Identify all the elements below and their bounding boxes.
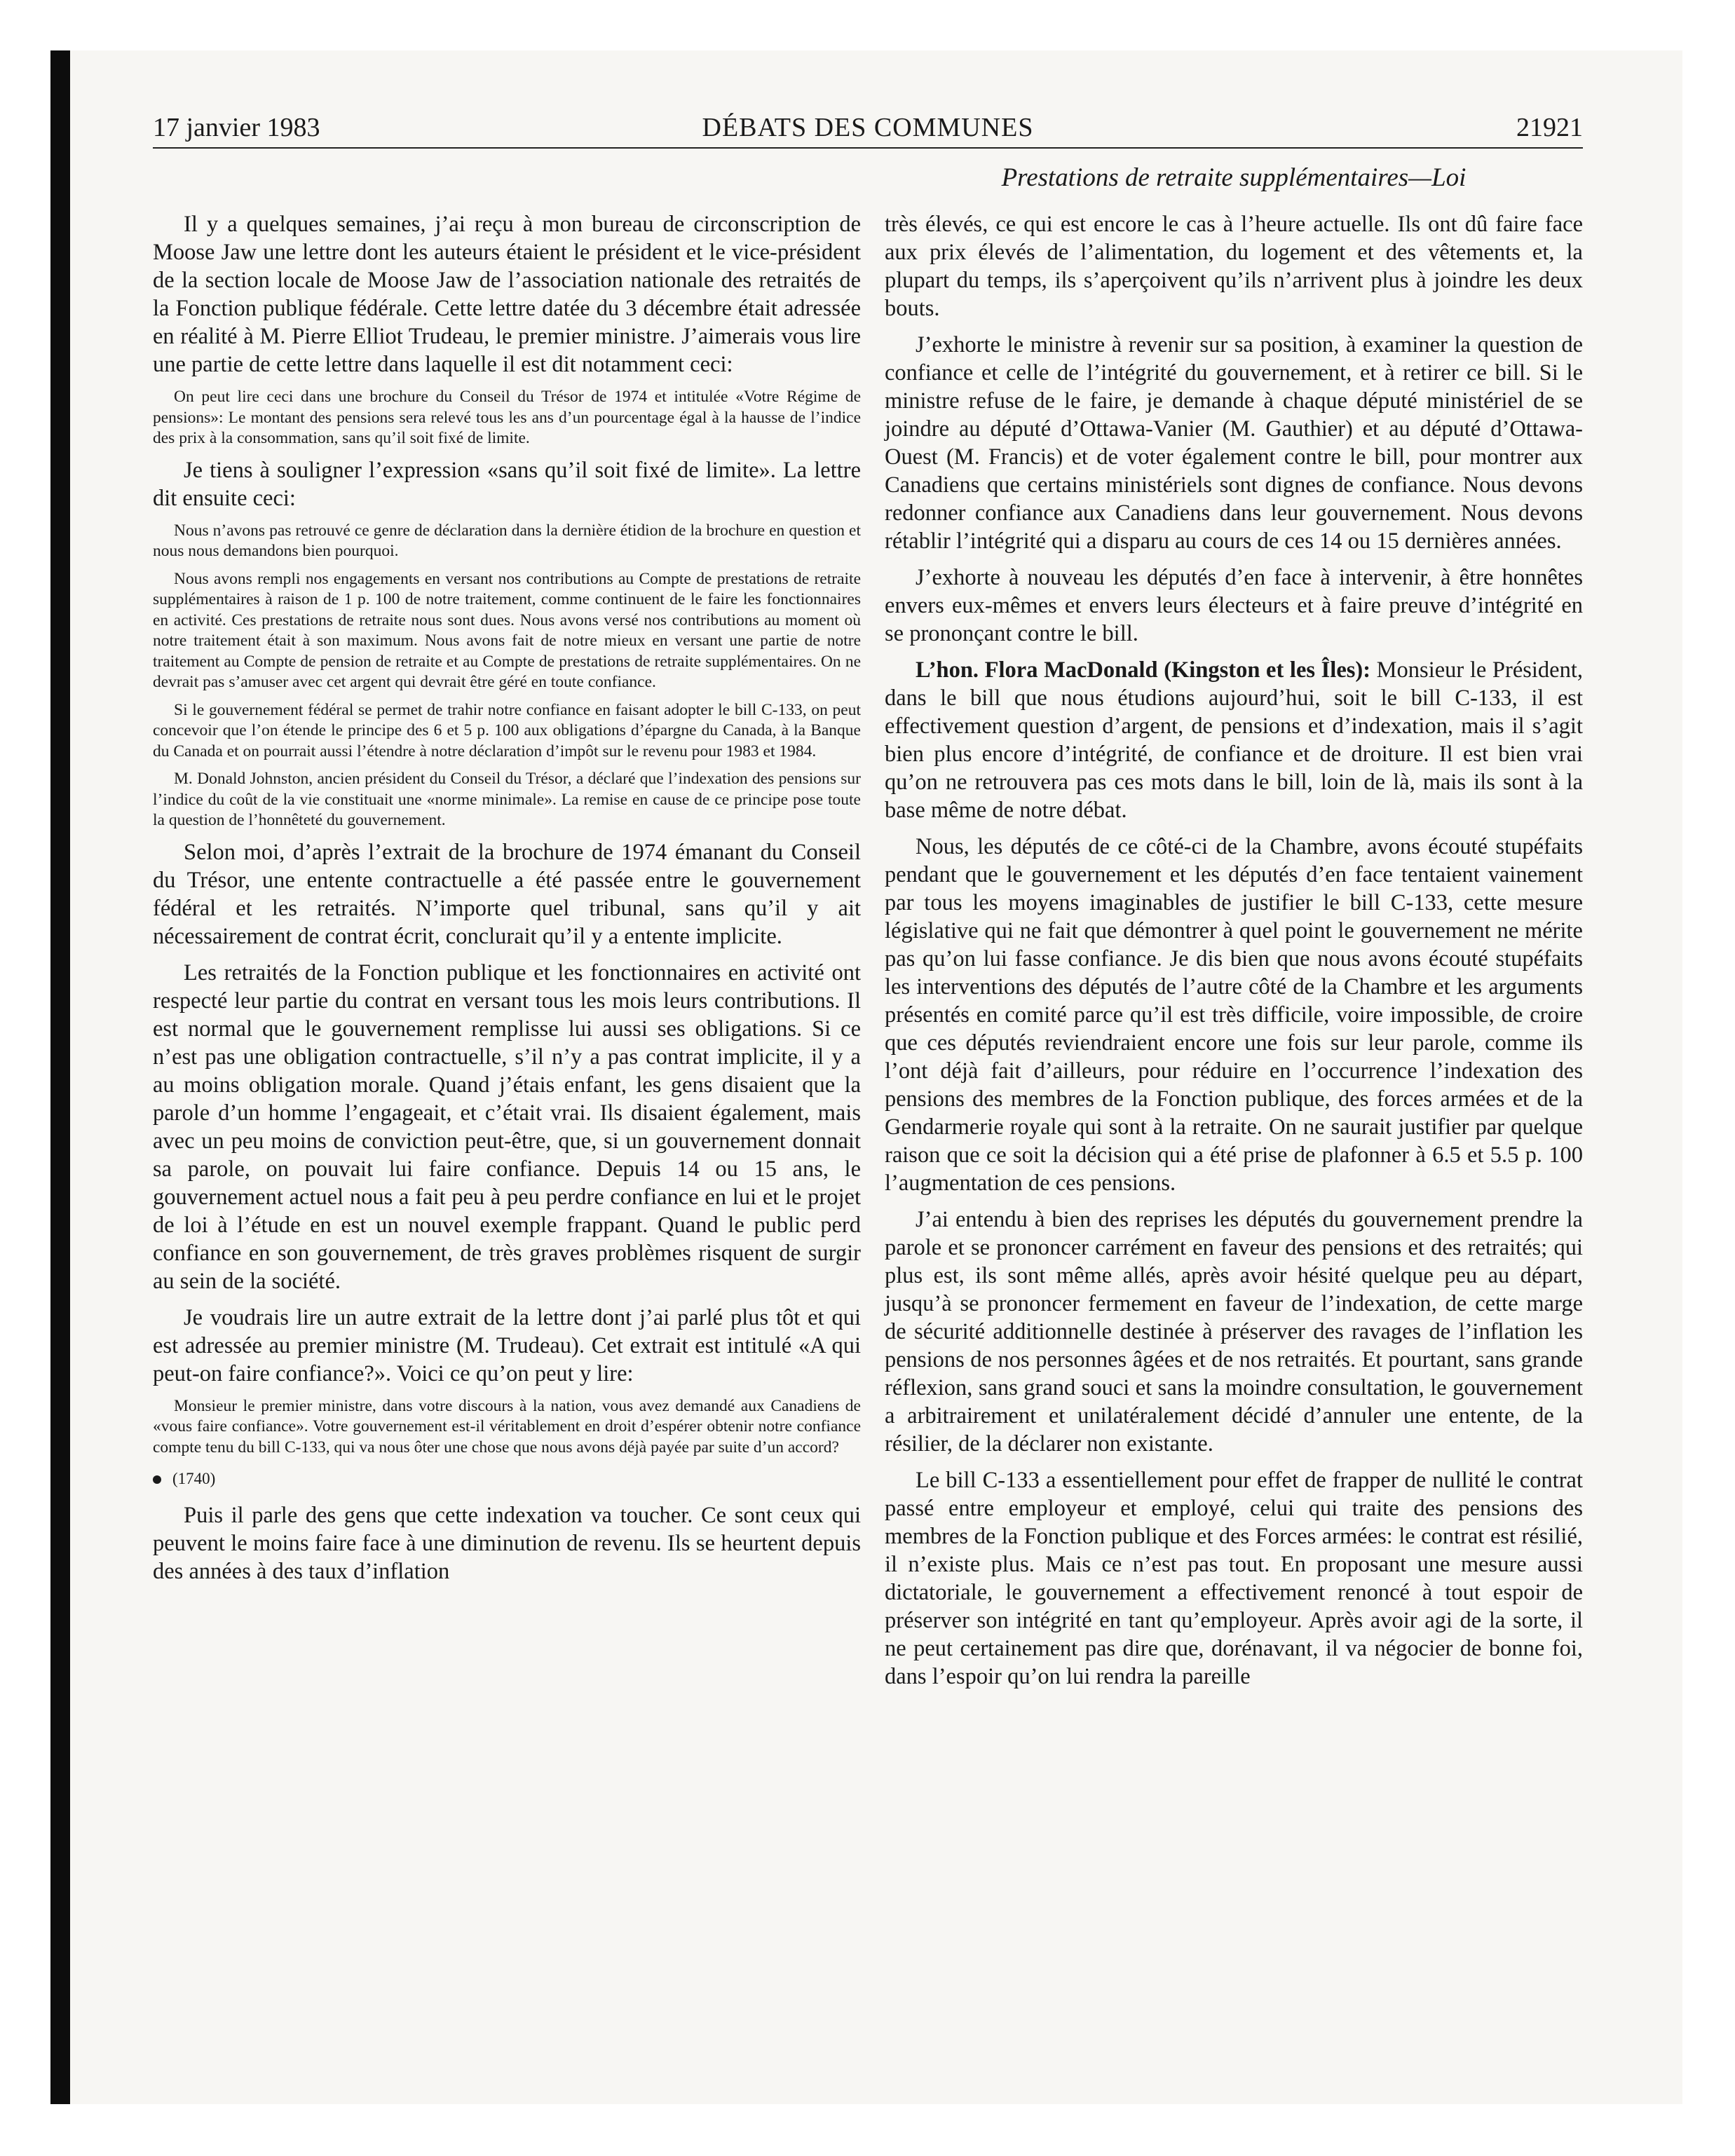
paragraph: Puis il parle des gens que cette indexation va toucher. Ce sont ceux qui peuvent le moins faire face à une diminution de revenu. Ils se heurtent depuis des années à des taux d’inflation [153,1503,861,1584]
paragraph: J’ai entendu à bien des reprises les députés du gouvernement prendre la parole et se prononcer carrément en faveur des pensions et des retraités; qui plus est, ils sont même allés, après avoir hésité quelque peu au départ, jusqu’à se prononcer fermement en faveur de l’indexation, de cette marge de sécurité additionnelle destinée à préserver des ravages de l’inflation les pensions de nos personnes âgées et de nos retraités. Et pourtant, sans grande réflexion, sans grand souci et sans la moindre consultation, le gouvernement a arbitrairement et unilatéralement décidé d’annuler une entente, de la résilier, de la déclarer non existante. [885,1207,1583,1456]
quoted-passage: On peut lire ceci dans une brochure du Conseil du Trésor de 1974 et intitulée «Votre Régime de pensions»: Le montant des pensions sera relevé tous les ans d’un pourcentage égal à la hausse de l’indice des prix à la consommation, sans qu’il soit fixé de limite. [153,388,861,447]
header-rule [153,147,1583,149]
bullet-icon [153,1475,161,1484]
scan-border [50,50,70,2104]
header-title: DÉBATS DES COMMUNES [702,113,1034,142]
quoted-passage: Monsieur le premier ministre, dans votre discours à la nation, vous avez demandé aux Canadiens de «vous faire confiance». Votre gouvernement est-il véritablement en droit d’espérer obtenir notre confiance compte tenu du bill C-133, qui va nous ôter une chose que nous avons déjà payée par suite d’un accord? [153,1396,861,1456]
paragraph: J’exhorte le ministre à revenir sur sa position, à examiner la question de confiance et celle de l’intégrité du gouvernement, et à retirer ce bill. Si le ministre refuse de le faire, je demande à chaque député ministériel de se joindre au député d’Ottawa-Vanier (M. Gauthier) et au député d’Ottawa-Ouest (M. Francis) et de voter également contre le bill, pour montrer aux Canadiens que certains ministériels sont dignes de confiance. Nous devons redonner confiance aux Canadiens dans leur gouvernement. Nous devons rétablir l’intégrité qui a disparu au cours de ces 14 ou 15 dernières années. [885,332,1583,554]
header-date: 17 janvier 1983 [153,113,320,142]
paragraph: J’exhorte à nouveau les députés d’en face à intervenir, à être honnêtes envers eux-mêmes et envers leurs électeurs et à faire preuve d’intégrité en se prononçant contre le bill. [885,565,1583,646]
paragraph-continued: très élevés, ce qui est encore le cas à l’heure actuelle. Ils ont dû faire face aux prix élevés de l’alimentation, du logement et des vêtements et, la plupart du temps, ils s’aperçoivent qu’ils n’arrivent plus à joindre les deux bouts. [885,212,1583,321]
paragraph: Nous, les députés de ce côté-ci de la Chambre, avons écouté stupéfaits pendant que le gouvernement et les députés d’en face tentaient vainement par tous les moyens imaginables de justifier le bill C-133, cette mesure législative qui ne fait que démontrer à quel point le gouvernement ne mérite pas qu’on lui fasse confiance. Je dis bien que nous avons écouté stupéfaits les interventions des députés de l’autre côté de la Chambre et les arguments présentés en comité parce qu’il est très difficile, voire impossible, de croire que ces députés reviendraient encore une fois sur leur parole, comme ils l’ont déjà fait d’ailleurs, pour réduire en l’occurrence l’indexation des pensions des membres de la Fonction publique, des forces armées et de la Gendarmerie royale qui sont à la retraite. On ne saurait justifier par quelque raison que ce soit la décision qui a été prise de plafonner à 6.5 et 5.5 p. 100 l’augmentation de ces pensions. [885,834,1583,1196]
paragraph: Je voudrais lire un autre extrait de la lettre dont j’ai parlé plus tôt et qui est adressée au premier ministre (M. Trudeau). Cet extrait est intitulé «A qui peut-on faire confiance?». Voici ce qu’on peut y lire: [153,1304,861,1386]
right-column [885,210,1583,1699]
speech-paragraph [885,656,1583,824]
paragraph: Je tiens à souligner l’expression «sans qu’il soit fixé de limite». La lettre dit ensuite ceci: [153,457,861,511]
speech-text: Monsieur le Président, dans le bill que nous étudions aujourd’hui, soit le bill C-133, il est effectivement question d’argent, de pensions et d’indexation, mais il s’agit bien plus encore d’intégrité, de confiance et de droiture. Il est bien vrai qu’on ne retrouvera pas ces mots dans le bill, loin de là, mais ils sont à la base même de notre débat. [885,657,1583,823]
speaker-name: L’hon. Flora MacDonald (Kingston et les Îles): [916,657,1371,683]
paragraph: Les retraités de la Fonction publique et les fonctionnaires en activité ont respecté leur partie du contrat en versant tous les mois leurs contributions. Il est normal que le gouvernement remplisse lui aussi ses obligations. Si ce n’est pas une obligation contractuelle, s’il n’y a pas contrat implicite, il y a au moins obligation morale. Quand j’étais enfant, les gens disaient que la parole d’un homme l’engageait, et c’était vrai. Ils disaient également, mais avec un peu moins de conviction peut-être, que, si un gouvernement donnait sa parole, on pouvait lui faire confiance. Depuis 14 ou 15 ans, le gouvernement actuel nous a fait peu à peu perdre confiance en lui et le projet de loi à l’étude en est un nouvel exemple frappant. Quand le public perd confiance en son gouvernement, de très graves problèmes risquent de surgir au sein de la société. [153,960,861,1294]
paragraph: Selon moi, d’après l’extrait de la brochure de 1974 émanant du Conseil du Trésor, une entente contractuelle a été passée entre le gouvernement fédéral et les retraités. N’importe quel tribunal, sans qu’il y ait nécessairement de contrat écrit, conclurait qu’il y a entente implicite. [153,839,861,949]
paragraph: Il y a quelques semaines, j’ai reçu à mon bureau de circonscription de Moose Jaw une lettre dont les auteurs étaient le président et le vice-président de la section locale de Moose Jaw de l’association nationale des retraités de la Fonction publique fédérale. Cette lettre datée du 3 décembre était adressée en réalité à M. Pierre Elliot Trudeau, le premier ministre. J’aimerais vous lire une partie de cette lettre dans laquelle il est dit notamment ceci: [153,212,861,377]
page-number: 21921 [1516,113,1583,142]
quoted-passage: M. Donald Johnston, ancien président du Conseil du Trésor, a déclaré que l’indexation des pensions sur l’indice du coût de la vie constituait une «norme minimale». La remise en cause de ce principe pose toute la question de l’honnêteté du gouvernement. [153,770,861,829]
quoted-passage: Nous avons rempli nos engagements en versant nos contributions au Compte de prestations de retraite supplémentaires à raison de 1 p. 100 de notre traitement, comme continuent de le faire les fonctionnaires en activité. Ces prestations de retraite nous sont dues. Nous avons versé nos contributions au moment où notre traitement était à son maximum. Nous avons fait de notre mieux en versant une partie de notre traitement au Compte de pension de retraite et au Compte de prestations de retraite supplémentaires. On ne devrait pas s’amuser avec cet argent qui devrait être géré en toute confiance. [153,569,861,691]
quoted-passage: Nous n’avons pas retrouvé ce genre de déclaration dans la dernière étidion de la brochure en question et nous nous demandons bien pourquoi. [153,521,861,560]
quoted-passage: Si le gouvernement fédéral se permet de trahir notre confiance en faisant adopter le bill C-133, on peut concevoir que l’on étende le principe des 6 et 5 p. 100 aux obligations d’épargne du Canada, à la Banque du Canada et on pourrait aussi l’étendre à notre déclaration d’impôt sur le revenu pour 1983 et 1984. [153,700,861,760]
left-column [153,210,861,1594]
time-marker [153,1465,861,1493]
running-title: Prestations de retraite supplémentaires—Loi [1001,163,1467,192]
time-marker-label: (1740) [172,1470,216,1487]
paragraph: Le bill C-133 a essentiellement pour effet de frapper de nullité le contrat passé entre employeur et employé, celui qui traite des pensions des membres de la Fonction publique et des Forces armées: le contrat est résilié, il n’existe plus. Mais ce n’est pas tout. En proposant une mesure aussi dictatoriale, le gouvernement a effectivement renoncé à tout espoir de préserver son intégrité en tant qu’employeur. Après avoir agi de la sorte, il ne peut certainement pas dire que, dorénavant, il va négocier de bonne foi, dans l’espoir qu’on lui rendra la pareille [885,1468,1583,1689]
